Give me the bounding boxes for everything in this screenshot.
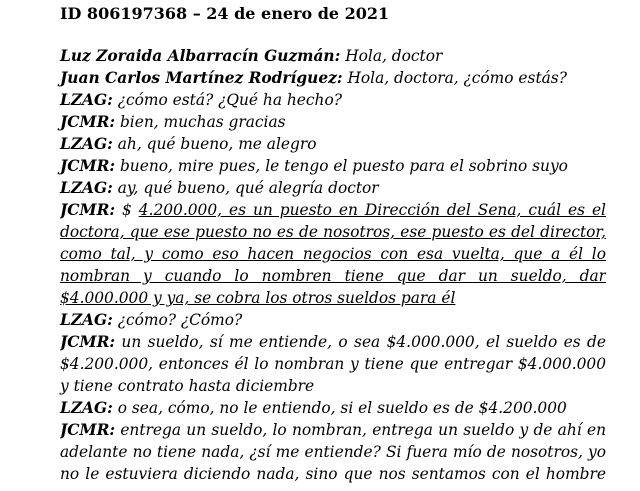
speaker-name: LZAG: (60, 179, 113, 197)
speaker-name: JCMR: (60, 421, 116, 439)
utterance-text: no le estuviera diciendo nada, sino que nos sentamos con el hombre (60, 465, 606, 483)
utterance-text: y tiene contrato hasta diciembre (60, 377, 315, 395)
transcript-turn (60, 45, 606, 67)
underlined-text: $4.000.000 y ya, se cobra los otros sueldos para él (60, 289, 456, 307)
utterance-text: o sea, cómo, no le entiendo, si el sueldo es de $4.200.000 (117, 399, 567, 417)
transcript-turn (60, 133, 606, 155)
transcript-line (60, 441, 606, 463)
transcript-line (60, 67, 606, 89)
transcript-turn (60, 199, 606, 309)
transcript-line (60, 353, 606, 375)
speaker-name: LZAG: (60, 399, 113, 417)
speaker-name: JCMR: (60, 113, 116, 131)
transcript-turn (60, 309, 606, 331)
underlined-text: 4.200.000, es un puesto en Dirección del Sena, cuál es el (138, 201, 606, 219)
transcript-turn (60, 111, 606, 133)
transcript-line (60, 419, 606, 441)
utterance-text: ¿cómo? ¿Cómo? (117, 311, 243, 329)
transcript-line (60, 265, 606, 287)
utterance-text: ay, qué bueno, qué alegría doctor (117, 179, 379, 197)
utterance-text: ¿cómo está? ¿Qué ha hecho? (117, 91, 342, 109)
document-page (60, 0, 606, 485)
utterance-text: bien, muchas gracias (119, 113, 286, 131)
speaker-name: LZAG: (60, 91, 113, 109)
speaker-name: JCMR: (60, 157, 116, 175)
speaker-name: JCMR: (60, 201, 116, 219)
utterance-text: adelante no tiene nada, ¿sí me entiende? Si fuera mío de nosotros, yo (60, 443, 606, 461)
utterance-text: $4.200.000, entonces él lo nombran y tiene que entregar $4.000.000 (60, 355, 606, 373)
utterance-text: ah, qué bueno, me alegro (117, 135, 317, 153)
transcript-turn (60, 331, 606, 397)
transcript-turn (60, 419, 606, 485)
utterance-prefix: $ (122, 201, 132, 219)
utterance-text: bueno, mire pues, le tengo el puesto para el sobrino suyo (119, 157, 568, 175)
transcript-line (60, 89, 606, 111)
utterance-text: entrega un sueldo, lo nombran, entrega un sueldo y de ahí en (120, 421, 606, 439)
transcript-line (60, 133, 606, 155)
transcript-line (60, 397, 606, 419)
transcript-turn (60, 397, 606, 419)
speaker-name: LZAG: (60, 135, 113, 153)
transcript-line (60, 111, 606, 133)
transcript-line (60, 309, 606, 331)
speaker-name: Juan Carlos Martínez Rodríguez: (60, 69, 343, 87)
speaker-name: LZAG: (60, 311, 113, 329)
transcript-turn (60, 155, 606, 177)
transcript-line (60, 463, 606, 485)
underlined-text: como tal, y como eso hacen negocios con esa vuelta, que a él lo (60, 245, 606, 263)
underlined-text: doctora, que ese puesto no es de nosotros, ese puesto es del director, (60, 223, 606, 241)
transcript-line (60, 375, 606, 397)
document-heading: ID 806197368 – 24 de enero de 2021 (60, 4, 390, 23)
transcript-line (60, 199, 606, 221)
transcript-turn (60, 67, 606, 89)
transcript-line (60, 45, 606, 67)
underlined-text: nombran y cuando lo nombren tiene que dar un sueldo, dar (60, 267, 606, 285)
transcript-turn (60, 89, 606, 111)
spacer (60, 25, 606, 45)
speaker-name: JCMR: (60, 333, 116, 351)
transcript-line (60, 287, 606, 309)
utterance-text: Hola, doctor (345, 47, 443, 65)
transcript-line (60, 243, 606, 265)
speaker-name: Luz Zoraida Albarracín Guzmán: (60, 47, 341, 65)
utterance-text: Hola, doctora, ¿cómo estás? (347, 69, 567, 87)
transcript-line (60, 221, 606, 243)
transcript-line (60, 177, 606, 199)
transcript-line (60, 155, 606, 177)
utterance-text: un sueldo, sí me entiende, o sea $4.000.000, el sueldo es de (121, 333, 606, 351)
transcript-line (60, 331, 606, 353)
transcript-turn (60, 177, 606, 199)
